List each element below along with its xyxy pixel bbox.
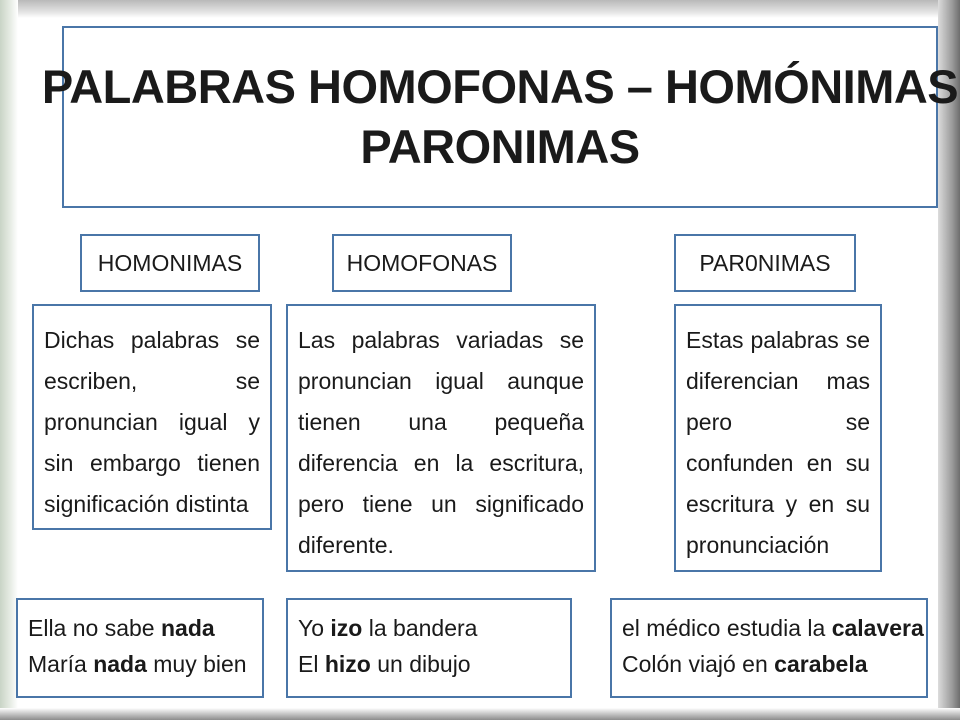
header-homonimas: HOMONIMAS [80,234,260,292]
title-line-2: PARONIMAS [360,120,640,173]
examples-paronimas [610,598,928,698]
example-text: un dibujo [370,651,471,677]
example-sentence [28,610,252,646]
slide-frame-bottom [0,708,960,720]
header-paronimas: PAR0NIMAS [674,234,856,292]
example-text: muy bien [146,651,247,677]
example-sentence [28,646,252,682]
example-keyword: hizo [324,651,371,677]
example-keyword: izo [330,615,363,641]
example-keyword: nada [93,651,147,677]
example-text: Yo [298,615,331,641]
example-keyword: calavera [831,615,924,641]
definition-homonimas: Dichas palabras se escriben, se pronuncian igual y sin embargo tienen significación distinta [32,304,272,530]
example-text: el médico estudia la [622,615,832,641]
example-keyword: nada [160,615,215,641]
slide-frame-top [0,0,960,18]
example-keyword: carabela [774,651,868,677]
title-box [41,26,959,208]
example-sentence [622,646,916,682]
example-text: El [298,651,325,677]
example-sentence [298,646,560,682]
example-text: la bandera [362,615,478,641]
example-sentence [298,610,560,646]
title-line-1: PALABRAS HOMOFONAS – HOMÓNIMAS [41,60,959,113]
examples-homofonas [286,598,572,698]
example-text: Colón viajó en [622,651,775,677]
example-text: Ella no sabe [28,615,161,641]
example-sentence [622,610,924,646]
definition-paronimas: Estas palabras se diferencian mas pero se confunden en su escritura y en su pronunciación [674,304,882,572]
example-text: María [28,651,94,677]
header-homofonas: HOMOFONAS [332,234,512,292]
examples-homonimas [16,598,264,698]
definition-homofonas: Las palabras variadas se pronuncian igual aunque tienen una pequeña diferencia en la escritura, pero tiene un significado diferente. [286,304,596,572]
